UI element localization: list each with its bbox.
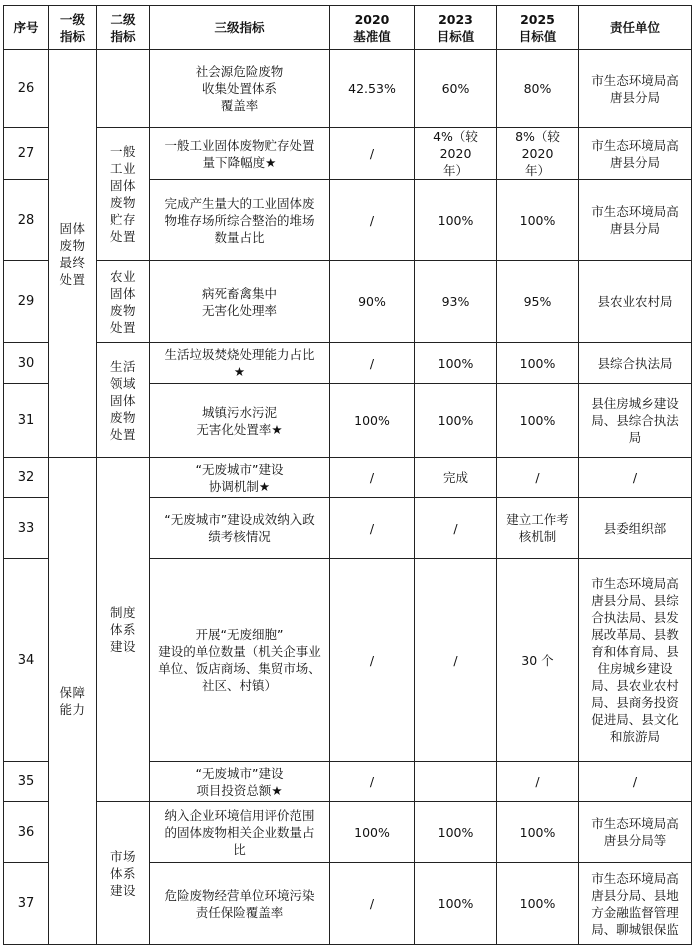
row-baseline: / (330, 498, 415, 559)
row-responsible: 市生态环境局高 唐县分局 (579, 128, 692, 180)
row-indicator: “无废城市”建设 项目投资总额★ (150, 762, 330, 802)
row-indicator: 危险废物经营单位环境污染 责任保险覆盖率 (150, 863, 330, 945)
row-responsible: 市生态环境局高 唐县分局 (579, 180, 692, 261)
row-indicator: 病死畜禽集中 无害化处理率 (150, 261, 330, 343)
row-target-2025: / (497, 458, 579, 498)
level1-final-disposal: 固体 废物 最终 处置 (49, 50, 97, 458)
row-indicator: 开展“无废细胞” 建设的单位数量（机关企事业 单位、饭店商场、集贸市场、 社区、村镇） (150, 559, 330, 762)
level1-safeguard-capacity: 保障 能力 (49, 458, 97, 945)
row-target-2025: 100% (497, 180, 579, 261)
header-level1: 一级 指标 (49, 6, 97, 50)
row-responsible: 县委组织部 (579, 498, 692, 559)
row-seq: 26 (4, 50, 49, 128)
row-responsible: / (579, 762, 692, 802)
level2-empty (97, 50, 150, 128)
row-baseline: 100% (330, 802, 415, 863)
row-indicator: 城镇污水污泥 无害化处置率★ (150, 384, 330, 458)
row-target-2023: 100% (415, 802, 497, 863)
row-baseline: 90% (330, 261, 415, 343)
row-indicator: 一般工业固体废物贮存处置 量下降幅度★ (150, 128, 330, 180)
row-baseline: / (330, 559, 415, 762)
row-target-2023: 60% (415, 50, 497, 128)
row-target-2023: 100% (415, 384, 497, 458)
row-responsible: 市生态环境局高 唐县分局等 (579, 802, 692, 863)
table-row (4, 458, 692, 498)
row-responsible: / (579, 458, 692, 498)
header-baseline: 2020 基准值 (330, 6, 415, 50)
table-row (4, 343, 692, 384)
row-responsible: 县综合执法局 (579, 343, 692, 384)
row-target-2025: 100% (497, 863, 579, 945)
header-row (4, 6, 692, 50)
row-target-2023: / (415, 559, 497, 762)
row-baseline: / (330, 343, 415, 384)
row-indicator: “无废城市”建设 协调机制★ (150, 458, 330, 498)
level2-market-building: 市场 体系 建设 (97, 802, 150, 945)
level2-agricultural-waste: 农业 固体 废物 处置 (97, 261, 150, 343)
row-indicator: 生活垃圾焚烧处理能力占比 ★ (150, 343, 330, 384)
row-target-2025: 30 个 (497, 559, 579, 762)
level2-system-building: 制度 体系 建设 (97, 458, 150, 802)
row-baseline: / (330, 180, 415, 261)
row-target-2023: 完成 (415, 458, 497, 498)
row-seq: 30 (4, 343, 49, 384)
row-responsible: 县住房城乡建设 局、县综合执法 局 (579, 384, 692, 458)
header-target-2023: 2023 目标值 (415, 6, 497, 50)
row-target-2023: / (415, 498, 497, 559)
header-responsible: 责任单位 (579, 6, 692, 50)
row-seq: 27 (4, 128, 49, 180)
level2-industrial-solid-waste: 一般 工业 固体 废物 贮存 处置 (97, 128, 150, 261)
row-indicator: 社会源危险废物 收集处置体系 覆盖率 (150, 50, 330, 128)
row-baseline: / (330, 863, 415, 945)
row-seq: 28 (4, 180, 49, 261)
indicator-table (3, 5, 692, 945)
header-level2: 二级 指标 (97, 6, 150, 50)
row-target-2023 (415, 762, 497, 802)
row-target-2023: 100% (415, 180, 497, 261)
row-target-2025: 建立工作考 核机制 (497, 498, 579, 559)
row-target-2025: 100% (497, 343, 579, 384)
table-row (4, 50, 692, 128)
row-baseline: 42.53% (330, 50, 415, 128)
row-seq: 36 (4, 802, 49, 863)
row-baseline: 100% (330, 384, 415, 458)
row-responsible: 市生态环境局高 唐县分局 (579, 50, 692, 128)
row-responsible: 市生态环境局高 唐县分局、县地 方金融监督管理 局、聊城银保监 (579, 863, 692, 945)
row-seq: 35 (4, 762, 49, 802)
header-level3: 三级指标 (150, 6, 330, 50)
table-row (4, 128, 692, 180)
row-target-2023: 4%（较 2020 年） (415, 128, 497, 180)
row-target-2023: 100% (415, 343, 497, 384)
row-seq: 33 (4, 498, 49, 559)
row-target-2025: 8%（较 2020 年） (497, 128, 579, 180)
row-baseline: / (330, 762, 415, 802)
table-row (4, 261, 692, 343)
header-target-2025: 2025 目标值 (497, 6, 579, 50)
row-seq: 37 (4, 863, 49, 945)
row-seq: 29 (4, 261, 49, 343)
row-indicator: “无废城市”建设成效纳入政 绩考核情况 (150, 498, 330, 559)
row-indicator: 纳入企业环境信用评价范围 的固体废物相关企业数量占 比 (150, 802, 330, 863)
row-seq: 34 (4, 559, 49, 762)
row-baseline: / (330, 128, 415, 180)
row-target-2025: / (497, 762, 579, 802)
row-responsible: 县农业农村局 (579, 261, 692, 343)
row-target-2025: 95% (497, 261, 579, 343)
level2-domestic-waste: 生活 领域 固体 废物 处置 (97, 343, 150, 458)
row-seq: 32 (4, 458, 49, 498)
row-target-2025: 100% (497, 802, 579, 863)
row-baseline: / (330, 458, 415, 498)
row-target-2025: 80% (497, 50, 579, 128)
row-seq: 31 (4, 384, 49, 458)
row-indicator: 完成产生量大的工业固体废 物堆存场所综合整治的堆场 数量占比 (150, 180, 330, 261)
row-target-2023: 100% (415, 863, 497, 945)
header-seq: 序号 (4, 6, 49, 50)
row-responsible: 市生态环境局高 唐县分局、县综 合执法局、县发 展改革局、县教 育和体育局、县 住房城乡建设 局、县农业农村 局、县商务投资 促进局、县文化 和旅游局 (579, 559, 692, 762)
row-target-2025: 100% (497, 384, 579, 458)
table-row (4, 802, 692, 863)
row-target-2023: 93% (415, 261, 497, 343)
